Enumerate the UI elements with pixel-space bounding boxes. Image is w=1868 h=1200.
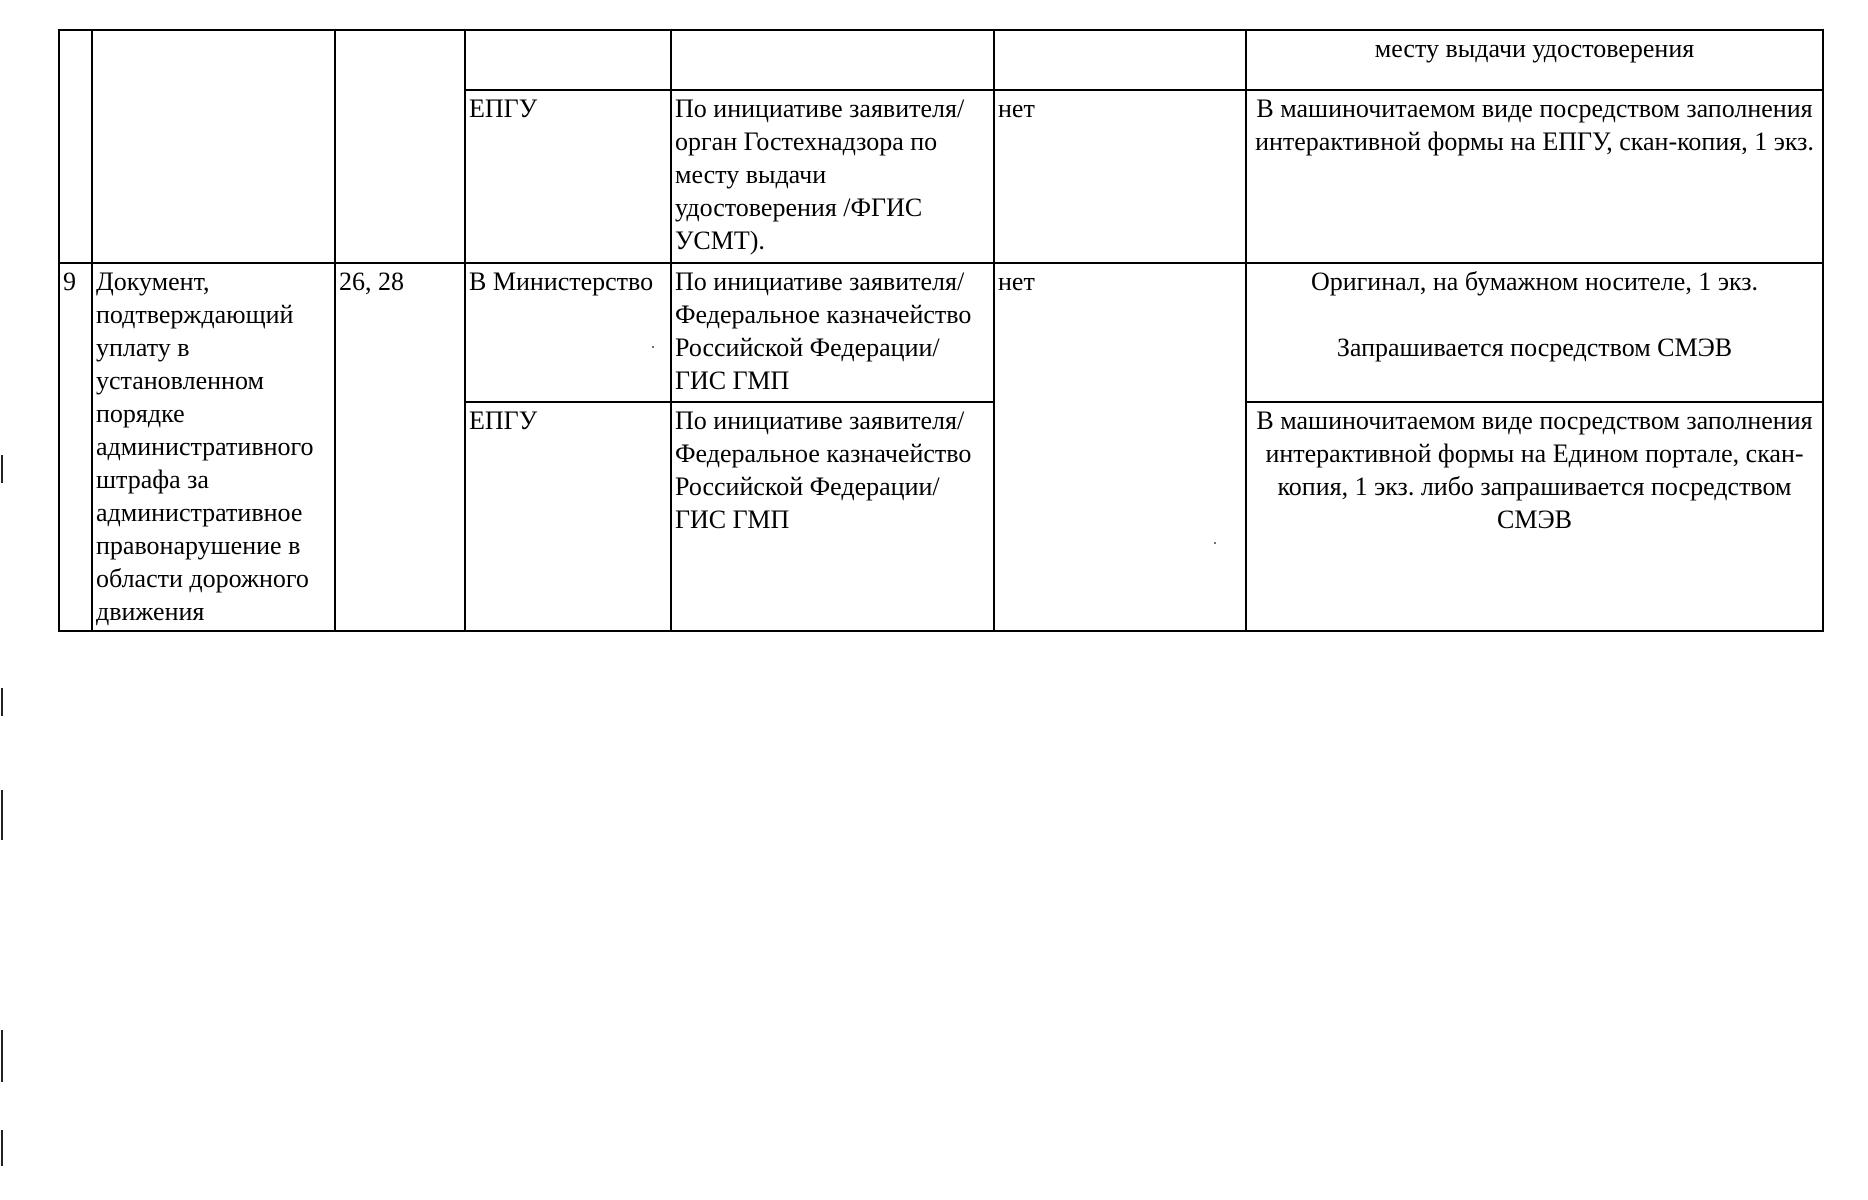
cell-channel-epgu-9: ЕПГУ bbox=[465, 402, 671, 631]
cell-channel-ministry: В Министерство bbox=[465, 263, 671, 402]
method-ministry-line1: Оригинал, на бумажном носителе, 1 экз. bbox=[1310, 267, 1759, 296]
cell-method-epgu: В машиночитаемом виде посредством заполнения интерактивной формы на ЕПГУ, скан-копия, 1 экз. bbox=[1246, 90, 1823, 263]
cell-num-9: 9 bbox=[59, 263, 92, 631]
scan-speck bbox=[652, 346, 654, 348]
cell-document-9: Документ, подтверждающий уплату в установленном порядке административного штрафа за административное правонарушение в области дорожного движения bbox=[92, 263, 335, 631]
scan-mark bbox=[1, 1030, 3, 1082]
scan-speck bbox=[1214, 542, 1216, 544]
cell-required-9: нет bbox=[994, 263, 1246, 631]
table-row bbox=[59, 263, 1823, 402]
cell-source-epgu: По инициативе заявителя/ орган Гостехнадзора по месту выдачи удостоверения /ФГИС УСМТ). bbox=[671, 90, 994, 263]
cell-required-epgu: нет bbox=[994, 90, 1246, 263]
cell-clauses-prev bbox=[335, 30, 465, 263]
scan-mark bbox=[1, 688, 3, 716]
scan-mark bbox=[1, 1130, 3, 1166]
cell-document-prev bbox=[92, 30, 335, 263]
cell-channel-prev bbox=[465, 30, 671, 90]
cell-method-epgu-9: В машиночитаемом виде посредством заполнения интерактивной формы на Едином портале, скан-копия, 1 экз. либо запрашивается посредством СМЭВ bbox=[1246, 402, 1823, 631]
cell-clauses-9: 26, 28 bbox=[335, 263, 465, 631]
cell-channel-epgu: ЕПГУ bbox=[465, 90, 671, 263]
cell-source-epgu-9: По инициативе заявителя/ Федеральное казначейство Российской Федерации/ГИС ГМП bbox=[671, 402, 994, 631]
method-ministry-line2: Запрашивается посредством СМЭВ bbox=[1336, 333, 1733, 362]
cell-required-prev bbox=[994, 30, 1246, 90]
cell-num-prev bbox=[59, 30, 92, 263]
cell-source-prev bbox=[671, 30, 994, 90]
documents-table bbox=[58, 29, 1824, 632]
table-row bbox=[59, 30, 1823, 90]
cell-source-ministry: По инициативе заявителя/ Федеральное казначейство Российской Федерации/ГИС ГМП bbox=[671, 263, 994, 402]
scan-mark bbox=[1, 790, 3, 840]
cell-method-ministry bbox=[1246, 263, 1823, 402]
scan-mark bbox=[1, 455, 3, 483]
cell-method-prev: месту выдачи удостоверения bbox=[1246, 30, 1823, 90]
spacer bbox=[1250, 298, 1819, 331]
